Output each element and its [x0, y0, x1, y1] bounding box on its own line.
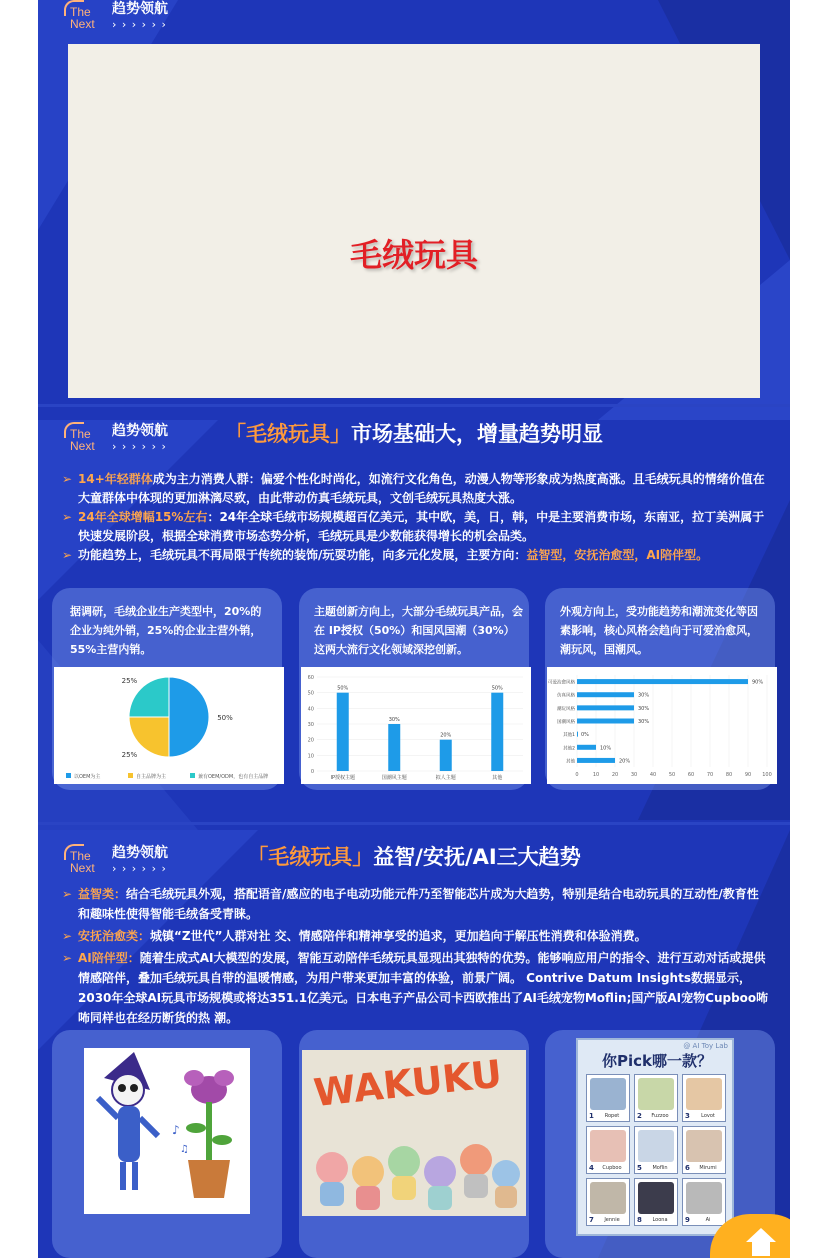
bar-data-label: 50%: [491, 685, 503, 692]
x-tick-label: 100: [762, 772, 772, 778]
pie-data-label: 25%: [121, 750, 138, 759]
x-tick-label: 50: [668, 772, 676, 778]
pick-item-name: Ai: [705, 1217, 711, 1223]
x-tick-label: 10: [592, 772, 600, 778]
arrow-icon: ➢: [62, 548, 73, 562]
x-tick-label: 60: [687, 772, 695, 778]
x-tick-label: 30: [630, 772, 638, 778]
y-tick-label: 潮玩风格: [557, 706, 575, 712]
pie-slice: [169, 677, 209, 757]
pick-tag: @ AI Toy Lab: [683, 1042, 728, 1050]
pick-item-number: 3: [685, 1112, 690, 1120]
the-next-logo-icon: The Next: [64, 0, 108, 32]
the-next-logo-icon: The Next: [64, 844, 108, 876]
y-tick-label: 国潮风格: [557, 720, 575, 725]
pick-item-name: Jennie: [604, 1217, 620, 1223]
y-tick-label: 10: [307, 753, 314, 760]
page: [38, 0, 790, 1258]
bar-data-label: 30%: [638, 692, 650, 699]
bar-data-label: 0%: [581, 732, 589, 739]
bar: [577, 705, 634, 710]
y-tick-label: 其他2: [563, 746, 575, 752]
horizontal-bar-chart: [547, 667, 777, 784]
y-tick-label: 20: [307, 737, 314, 744]
pick-item: [586, 1126, 630, 1174]
svg-text:♫: ♫: [180, 1144, 189, 1155]
card-2-text: 主题创新方向上，大部分毛绒玩具产品，会在 IP授权（50%）和国风国潮（30%）这两大流行文化领域深挖创新。: [314, 605, 523, 656]
x-tick-label: IP授权主题: [330, 775, 355, 781]
brand-label: 趋势领航: [112, 423, 168, 439]
legend-swatch: [190, 773, 195, 778]
pick-item-photo: [638, 1130, 674, 1162]
pick-item-name: Lovot: [701, 1113, 715, 1119]
bullet-item: ➢ 24年全球增幅15%左右：24年全球毛绒市场规模超百亿美元，其中欧，美，日，韩，中是主要消费市场，东南亚，拉丁美洲属于快速发展阶段，根据全球消费市场态势分析，毛绒玩具是少数能获得增长的机会品类。: [62, 510, 765, 543]
pick-item-photo: [686, 1078, 722, 1110]
pie-data-label: 50%: [217, 714, 233, 722]
pick-item-number: 9: [685, 1216, 690, 1224]
bullet-item: ➢ 安抚治愈类：城镇“Z世代”人群对社 交、情感陪伴和精神享受的追求，更加趋向于解压性消费和体验消费。: [62, 926, 770, 946]
pick-item-photo: [638, 1182, 674, 1214]
section1-heading: 「毛绒玩具」市场基础大，增量趋势明显: [225, 422, 603, 446]
pick-item: [586, 1178, 630, 1226]
home-icon: [744, 1226, 778, 1258]
y-tick-label: 60: [307, 675, 314, 681]
hero-panel: [68, 44, 760, 398]
bullet-item: ➢ 益智类：结合毛绒玩具外观，搭配语音/感应的电子电动功能元件乃至智能芯片成为大趋势，特别是结合电动玩具的互动性/教育性和趣味性使得智能毛绒备受青睐。: [62, 884, 770, 924]
brand-label: 趋势领航: [112, 845, 168, 861]
pick-item: [682, 1178, 726, 1226]
pie-data-label: 25%: [121, 677, 138, 686]
x-tick-label: 40: [649, 772, 657, 778]
arrow-icon: ➢: [62, 472, 73, 486]
pick-item-name: Cupboo: [602, 1165, 622, 1171]
pick-item-number: 2: [637, 1112, 642, 1120]
pick-item-name: Mirumi: [699, 1165, 717, 1171]
bar: [577, 732, 578, 737]
bar: [337, 693, 349, 771]
pick-item: [586, 1074, 630, 1122]
bar: [440, 740, 452, 771]
ai-pet-pick-image: [576, 1038, 734, 1236]
brand-arrows: › › › › › ›: [112, 18, 167, 31]
pick-item-name: Moflin: [652, 1165, 668, 1171]
pick-item-name: Loona: [652, 1217, 668, 1223]
legend-label: 自主品牌为主: [136, 774, 167, 780]
legend-label: 以OEM为主: [74, 774, 101, 780]
svg-text:♪: ♪: [172, 1123, 180, 1137]
bullet-item: ➢ 14+年轻群体成为主力消费人群：偏爱个性化时尚化，如流行文化角色，动漫人物等形象成为热度高涨。且毛绒玩具的情绪价值在大童群体中体现的更加淋漓尽致，由此带动仿真毛绒玩具，文创毛绒玩具热度大涨。: [62, 472, 765, 505]
hero-title: 毛绒玩具: [349, 236, 478, 274]
x-tick-label: 90: [744, 772, 752, 778]
pick-item: [634, 1074, 678, 1122]
y-tick-label: 0: [310, 769, 314, 775]
section2-bullets: [62, 884, 770, 1028]
x-tick-label: 20: [611, 772, 619, 778]
card-3-text: 外观方向上，受功能趋势和潮流变化等因素影响，核心风格会趋向于可爱治愈风，潮玩风，国潮风。: [560, 605, 758, 656]
pick-title: 你Pick哪一款？: [601, 1052, 712, 1070]
pick-item-number: 5: [637, 1164, 642, 1172]
bar: [577, 758, 615, 763]
dancing-plush-toys-image: [84, 1048, 250, 1214]
bar-data-label: 20%: [440, 732, 452, 739]
x-tick-label: 国潮风主题: [381, 775, 407, 781]
pick-item-number: 4: [589, 1164, 594, 1172]
bar: [577, 719, 634, 724]
arrow-icon: ➢: [62, 929, 73, 943]
brand-arrows: › › › › › ›: [112, 440, 167, 453]
bar-data-label: 30%: [388, 717, 400, 723]
bar-data-label: 10%: [600, 745, 612, 752]
pick-item-photo: [638, 1078, 674, 1110]
legend-label: 兼有OEM/ODM，也有自主品牌: [198, 774, 269, 780]
pick-item: [682, 1126, 726, 1174]
x-tick-label: 70: [706, 772, 714, 778]
y-tick-label: 可爱治愈风格: [548, 680, 575, 686]
y-tick-label: 其他1: [563, 733, 575, 739]
brand-logo: [64, 0, 168, 32]
pick-item-number: 7: [589, 1216, 594, 1224]
section2-heading: 「毛绒玩具」益智/安抚/AI三大趋势: [247, 845, 581, 869]
pick-item: [634, 1178, 678, 1226]
pick-item-number: 6: [685, 1164, 690, 1172]
y-tick-label: 仿真风格: [557, 693, 575, 699]
bar: [577, 692, 634, 697]
y-tick-label: 40: [307, 706, 314, 713]
y-tick-label: 50: [307, 690, 314, 697]
bar-data-label: 30%: [638, 719, 650, 725]
bar: [577, 745, 596, 750]
x-tick-label: 拟人主题: [435, 775, 456, 781]
y-tick-label: 其他: [566, 759, 575, 765]
arrow-icon: ➢: [62, 887, 73, 901]
legend-swatch: [128, 773, 133, 778]
pick-item: [682, 1074, 726, 1122]
brand-label: 趋势领航: [112, 1, 168, 17]
pie-chart: [54, 667, 284, 784]
bar-data-label: 20%: [619, 758, 631, 765]
pick-item-name: Fuzzoo: [651, 1113, 669, 1119]
pick-item-photo: [686, 1130, 722, 1162]
pick-item-photo: [590, 1182, 626, 1214]
legend-swatch: [66, 773, 71, 778]
x-tick-label: 其他: [492, 775, 503, 781]
bar-data-label: 30%: [638, 705, 650, 712]
bar: [491, 693, 503, 771]
pick-item-name: Ropet: [604, 1113, 620, 1119]
wakuku-logo-text: WAKUKU: [311, 1051, 505, 1116]
arrow-icon: ➢: [62, 951, 73, 965]
section1-bullets: [62, 470, 770, 565]
card-1-text: 据调研，毛绒企业生产类型中，20%的企业为纯外销，25%的企业主营外销，55%主营内销。: [70, 605, 262, 656]
bar-data-label: 90%: [752, 679, 764, 686]
pick-item-photo: [590, 1078, 626, 1110]
the-next-logo-icon: The Next: [64, 422, 108, 454]
arrow-icon: ➢: [62, 510, 73, 524]
pick-item-photo: [590, 1130, 626, 1162]
bullet-item: ➢ 功能趋势上，毛绒玩具不再局限于传统的装饰/玩耍功能，向多元化发展，主要方向：益智型，安抚治愈型，AI陪伴型。: [62, 546, 770, 565]
y-tick-label: 30: [307, 722, 314, 728]
pick-item-number: 1: [589, 1112, 594, 1120]
bullet-item: ➢ AI陪伴型：随着生成式AI大模型的发展，智能互动陪伴毛绒玩具显现出其独特的优势。能够响应用户的指令、进行互动对话或提供 情感陪伴，叠加毛绒玩具自带的温暖情感，为用户带来更加丰富的体验，前景广阔。 Contrive Datum Insights数据显示，2030年全球AI玩具市场规模或将达351.1亿美元。日本电子产品公司卡西欧推出了AI毛绒宠物Moflin;国产版AI宠物Cupboo咘咘同样也在经历断货的热 潮。: [62, 948, 770, 1028]
x-tick-label: 0: [575, 772, 579, 778]
pick-item: [634, 1126, 678, 1174]
bar-chart: [301, 667, 531, 784]
pick-item-photo: [686, 1182, 722, 1214]
pick-item-number: 8: [637, 1216, 642, 1224]
x-tick-label: 80: [725, 772, 733, 778]
wakuku-dolls-image: [302, 1050, 526, 1216]
bar: [577, 679, 748, 684]
bar: [388, 724, 400, 771]
bar-data-label: 50%: [337, 685, 349, 692]
brand-arrows: › › › › › ›: [112, 862, 167, 875]
